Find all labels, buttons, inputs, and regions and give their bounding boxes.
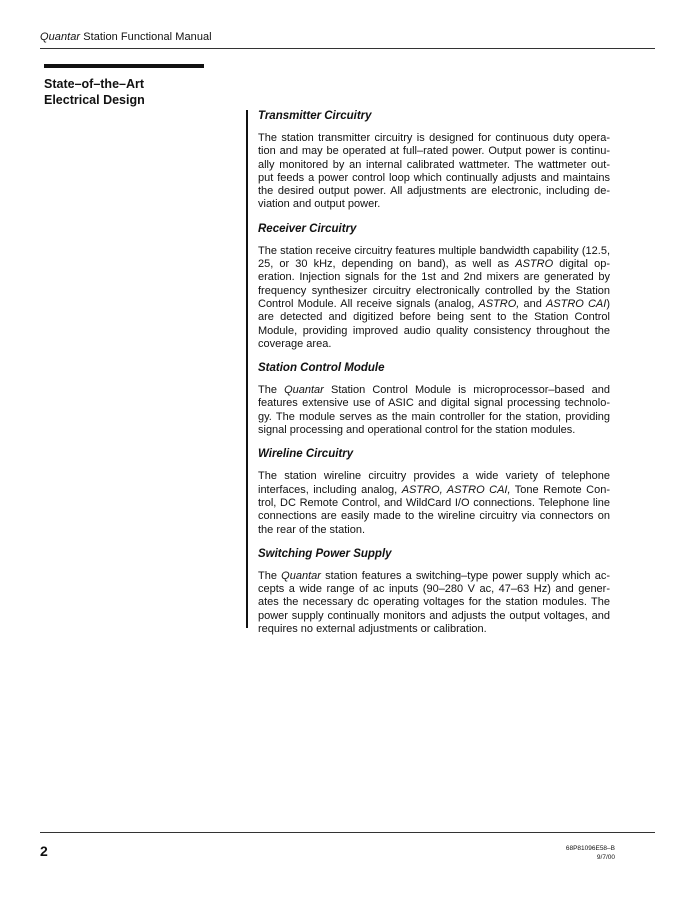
text-run: The station wireline circuitry provides a wide variety of telephone interfaces, including analog, — [258, 470, 610, 496]
section-paragraph: The station transmitter circuitry is designed for continuous duty opera- tion and may be operated at full–rated power. Output power is continu- ally monitored by an internal calibrated wattmeter. The wattmeter out- put feeds a power control loop which continually adjusts and maintains the desired output power. All adjustments are electronic, including de- viation and output power. — [258, 132, 610, 211]
section-station-control — [258, 361, 610, 437]
running-header — [40, 30, 212, 44]
sidebar-heading-line2: Electrical Design — [44, 92, 145, 107]
document-date: 9/7/00 — [596, 854, 615, 861]
section-title: Receiver Circuitry — [258, 222, 357, 235]
text-run: station features a switching–type power supply which ac- cepts a wide range of ac inputs (90–280 V ac, 47–63 Hz) and gener- ates the necessary dc operating voltages for the station modules. The power supply continually monitors and adjusts the output voltages, and requires no external adjustments or calibration. — [258, 569, 610, 636]
text-run-italic: ASTRO CAI — [545, 297, 607, 310]
header-title-text: Station Functional Manual — [80, 31, 212, 43]
section-title: Station Control Module — [258, 362, 385, 375]
sidebar-accent-bar — [44, 64, 204, 68]
section-transmitter — [258, 109, 610, 212]
text-run: and — [519, 297, 546, 310]
text-run: Tone Remote Con- trol, DC Remote Control, and WildCard I/O connections. Telephone line connections are easily made to the wireline circuitry via connectors on the rear of the station. — [258, 483, 610, 536]
section-power-supply — [258, 547, 610, 636]
sidebar-heading-line1: State–of–the–Art — [44, 77, 145, 91]
text-run: Station Control Module is microprocessor–based and features extensive use of ASIC and digital signal processing technolo- gy. The module serves as the main controller for the station, providing signal processing and operational control for the station modules. — [258, 384, 610, 437]
page-number: 2 — [40, 843, 48, 859]
section-paragraph — [258, 470, 610, 536]
text-run-italic: ASTRO — [515, 258, 554, 271]
header-product-name: Quantar — [40, 31, 81, 43]
text-run: The station receive circuitry features multiple bandwidth capability (12.5, 25, or 30 kHz, depending on band), as well as — [258, 244, 610, 271]
text-run: ) are detected and digitized before being sent to the Station Control Module, providing improved audio quality consistency throughout the coverage area. — [258, 297, 610, 350]
text-run-italic: Quantar — [284, 384, 324, 397]
section-receiver — [258, 222, 610, 351]
section-paragraph — [258, 245, 610, 351]
text-run: digital op- eration. Injection signals for the 1st and 2nd mixers are generated by frequency synthesizer circuitry electronically controlled by the Station Control Module. All receive signals (analog, — [258, 258, 610, 310]
section-wireline — [258, 447, 610, 536]
footer-divider — [40, 832, 655, 833]
section-title: Transmitter Circuitry — [258, 110, 372, 122]
main-content — [258, 109, 610, 646]
content-vertical-rule — [246, 110, 248, 628]
section-paragraph — [258, 384, 610, 437]
text-run-italic: ASTRO, ASTRO CAI, — [401, 483, 511, 496]
text-run-italic: Quantar — [281, 569, 321, 582]
text-run-italic: ASTRO, — [478, 297, 520, 310]
text-run: The — [258, 384, 285, 397]
document-number: 68P81096E58–B — [565, 845, 615, 852]
header-divider — [40, 48, 655, 49]
section-paragraph — [258, 570, 610, 636]
text-run: The — [258, 569, 282, 582]
section-title: Wireline Circuitry — [258, 448, 354, 461]
sidebar-heading — [44, 77, 214, 108]
section-title: Switching Power Supply — [258, 547, 392, 560]
